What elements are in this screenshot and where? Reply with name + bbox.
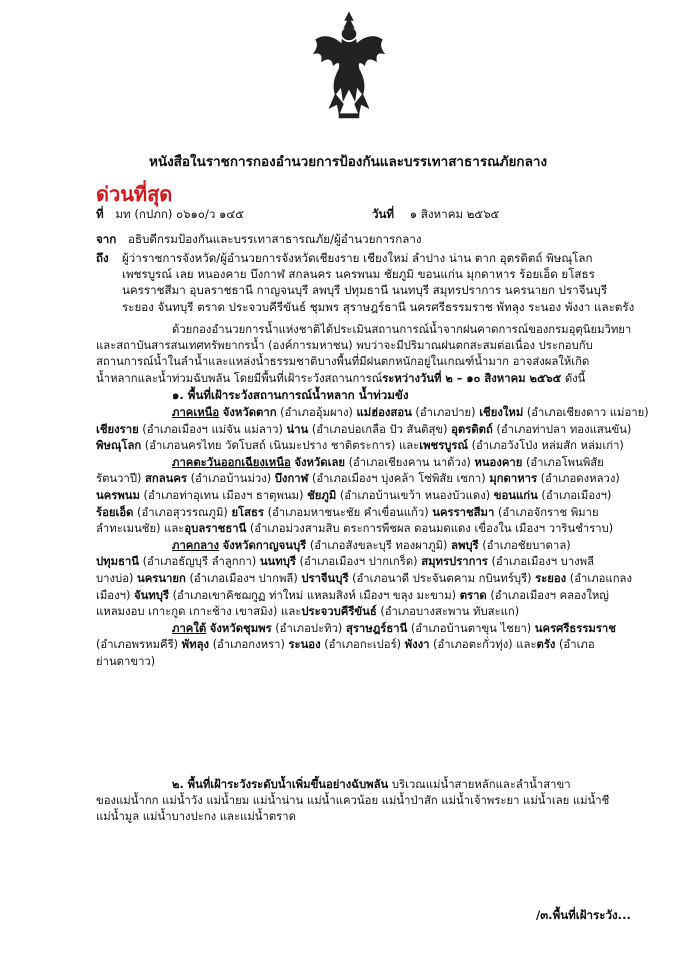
region-line <box>96 637 622 654</box>
to-line: ผู้ว่าราชการจังหวัด/ผู้อำนวยการจังหวัดเชียงราย เชียงใหม่ ลำปาง น่าน ตาก อุตรดิตถ์ พิษณุโลก <box>122 251 593 265</box>
region-line <box>96 471 622 488</box>
district-text: (อำเภอเมืองฯ ปากเกร็ด) <box>295 555 422 569</box>
province-name: ตราด <box>459 588 487 602</box>
province-name: ระยอง <box>535 571 567 585</box>
province-name: นครศรีธรรมราช <box>534 621 616 635</box>
from-value: อธิบดีกรมป้องกันและบรรเทาสาธารณภัย/ผู้อำนวยการกลาง <box>128 232 422 246</box>
from-label: จาก <box>96 232 117 246</box>
district-text: (อำเภอเมืองฯ) <box>537 488 612 502</box>
province-name: เพชรบูรณ์ <box>419 439 468 453</box>
region-line <box>96 505 622 522</box>
region-line <box>96 571 632 588</box>
region-line <box>96 521 622 538</box>
province-name: พังงา <box>404 638 430 652</box>
province-name: จันทบุรี <box>133 588 169 602</box>
region-line <box>96 438 622 455</box>
district-text: (อำเภอเชียงดาว แม่อาย) <box>523 406 649 419</box>
district-text: เมืองฯ) <box>96 588 134 602</box>
district-text: (อำเภอพรหมคีรี) <box>96 638 182 652</box>
intro-text: น้ำหลากและน้ำท่วมฉับพลัน โดยมีพื้นที่เฝ้าระวังสถานการณ์ <box>96 371 383 385</box>
region-line <box>96 654 622 671</box>
district-text: (อำเภอนาดี ประจันตคาม กบินทร์บุรี) <box>348 571 536 585</box>
district-text: (อำเภอปะทิว) <box>271 621 346 635</box>
section-2-heading: ๒. พื้นที่เฝ้าระวังระดับน้ำเพิ่มขึ้นอย่างฉับพลัน <box>172 778 389 791</box>
to-label: ถึง <box>96 251 109 265</box>
district-text: (อำเภอ <box>555 638 595 652</box>
district-text: (อำเภอท่าปลา ทองแสนขัน) <box>492 422 632 436</box>
district-text: บางบ่อ) <box>96 571 137 585</box>
date-value: ๑ สิงหาคม ๒๕๖๕ <box>409 207 500 221</box>
to-line: เพชรบูรณ์ เลย หนองคาย บึงกาฬ สกลนคร นครพนม ชัยภูมิ ขอนแก่น มุกดาหาร ร้อยเอ็ด ยโสธร <box>122 267 595 282</box>
section-2-line: แม่น้ำมูล แม่น้ำบางปะกง และแม่น้ำตราด <box>96 810 296 824</box>
district-text: (อำเภอวังโป่ง หล่มสัก หล่มเก่า) <box>467 439 624 453</box>
district-text: (อำเภอนครไทย วัดโบสถ์ เนินมะปราง ชาติตระการ) และ <box>141 439 420 453</box>
ref-label: ที่ <box>96 207 104 221</box>
region-line <box>96 621 622 638</box>
province-name: แม่ฮ่องสอน <box>356 406 412 419</box>
province-name: ยโสธร <box>231 505 264 519</box>
district-text: (อำเภอเมืองฯ แม่จัน แม่ลาว) <box>138 422 287 436</box>
district-text: (อำเภอตะกั่วทุ่ง) และ <box>429 638 537 652</box>
province-name: จังหวัดกาญจนบุรี <box>222 538 307 552</box>
district-text: รัตนวาปี) <box>96 472 145 486</box>
province-name: พิษณุโลก <box>96 439 142 453</box>
province-name: หนองคาย <box>474 455 523 469</box>
district-text: (อำเภอบ้านตาขุน ไชยา) <box>407 621 535 635</box>
province-name: มุกดาหาร <box>489 472 538 486</box>
district-text: (อำเภอจักราช พิมาย <box>494 505 599 519</box>
region-heading: ภาคกลาง <box>172 538 219 552</box>
regions-block <box>96 405 649 671</box>
intro-paragraph <box>96 322 632 387</box>
region-line <box>96 455 622 472</box>
reference-line <box>96 206 244 222</box>
intro-line-last <box>96 371 622 387</box>
province-name: นครนายก <box>136 571 186 585</box>
province-name: ร้อยเอ็ด <box>96 505 134 519</box>
district-text: ย่านตาขาว) <box>96 654 156 668</box>
province-name: สกลนคร <box>144 472 187 486</box>
district-text: (อำเภอท่าอุเทน เมืองฯ ธาตุพนม) <box>139 488 308 502</box>
district-text: (อำเภอสังขละบุรี ทองผาภูมิ) <box>306 538 452 552</box>
intro-line: และสถาบันสารสนเทศทรัพยากรน้ำ (องค์การมหาชน) พบว่าจะมีปริมาณฝนตกสะสมต่อเนื่อง ประกอบกับ <box>96 339 593 353</box>
region-heading: ภาคตะวันออกเฉียงเหนือ <box>172 455 291 469</box>
document-title: หนังสือในราชการกองอำนวยการป้องกันและบรรเทาสาธารณภัยกลาง <box>148 154 548 170</box>
to-line: ระยอง จันทบุรี ตราด ประจวบคีรีขันธ์ ชุมพร สุราษฎร์ธานี นครศรีธรรมราช พัทลุง ระนอง พังงา และตรัง <box>122 299 635 314</box>
section-2-line: ของแม่น้ำกก แม่น้ำวัง แม่น้ำยม แม่น้ำน่าน แม่น้ำแควน้อย แม่น้ำป่าสัก แม่น้ำเจ้าพระยา แม่น้ำเลย แม่น้ำชี <box>96 794 610 808</box>
district-text: (อำเภอธัญบุรี ลำลูกกา) <box>139 555 260 569</box>
province-name: เชียงใหม่ <box>479 406 524 419</box>
region-line <box>96 405 649 422</box>
district-text: (อำเภอเมืองฯ ปากพลี) <box>185 571 302 585</box>
province-name: ปราจีนบุรี <box>301 571 349 585</box>
province-name: อุตรดิตถ์ <box>451 422 493 436</box>
province-name: นครพนม <box>96 488 140 502</box>
region-line <box>96 604 622 621</box>
province-name: เชียงราย <box>96 422 139 436</box>
urgency-label: ด่วนที่สุด <box>96 182 173 206</box>
province-name: ลพบุรี <box>451 538 479 552</box>
district-text: (อำเภอมหาชนะชัย คำเขื่อนแก้ว) <box>263 505 433 519</box>
province-name: พัทลุง <box>181 638 210 652</box>
district-text: (อำเภอเมืองฯ คลองใหญ่ <box>486 588 609 602</box>
province-name: บึงกาฬ <box>274 472 309 486</box>
province-name: นนทบุรี <box>259 555 296 569</box>
region-heading: ภาคเหนือ <box>172 406 220 419</box>
province-name: น่าน <box>286 422 309 436</box>
district-text: (อำเภออุ้มผาง) <box>276 406 357 419</box>
region-line <box>96 554 622 571</box>
district-text: (อำเภอบ้านม่วง) <box>187 472 275 486</box>
date-line <box>372 206 499 222</box>
district-text: (อำเภอกงหรา) <box>209 638 289 652</box>
district-text: แหลมงอบ เกาะกูด เกาะช้าง เขาสมิง) และ <box>96 605 302 619</box>
intro-period: ระหว่างวันที่ ๒ – ๑๐ สิงหาคม ๒๕๖๕ <box>382 371 562 385</box>
province-name: จังหวัดชุมพร <box>209 621 272 635</box>
to-recipients <box>122 250 635 315</box>
district-text: (อำเภอบางสะพาน ทับสะแก) <box>376 605 520 619</box>
district-text: (อำเภอเมืองฯ บุ่งคล้า โซ่พิสัย เซกา) <box>308 472 490 486</box>
province-name: จังหวัดเลย <box>294 455 345 469</box>
intro-text-end: ดังนี้ <box>561 371 586 385</box>
province-name: ปทุมธานี <box>96 555 140 569</box>
ref-value: มท (กปภก) ๐๖๑๐/ว ๑๔๕ <box>115 207 244 221</box>
province-name: ประจวบคีรีขันธ์ <box>301 605 377 619</box>
district-text: (อำเภอโพนพิสัย <box>522 455 604 469</box>
province-name: สุราษฎร์ธานี <box>345 621 408 635</box>
section-2-text: บริเวณแม่น้ำสายหลักและลำน้ำสาขา <box>388 778 571 791</box>
province-name: นครราชสีมา <box>432 505 495 519</box>
district-text: (อำเภอเชียงคาน นาด้วง) <box>345 455 475 469</box>
section-2-first-line <box>96 777 622 793</box>
district-text: (อำเภอดงหลวง) <box>537 472 620 486</box>
region-line <box>96 422 632 439</box>
section-1-heading: ๑. พื้นที่เฝ้าระวังสถานการณ์น้ำหลาก น้ำท่วมขัง <box>172 388 409 402</box>
region-line <box>96 538 622 555</box>
date-label: วันที่ <box>372 207 395 221</box>
province-name: สมุทรปราการ <box>421 555 488 569</box>
continuation-note: /๓.พื้นที่เฝ้าระวัง... <box>536 908 631 922</box>
intro-line: ด้วยกองอำนวยการน้ำแห่งชาติได้ประเมินสถานการณ์น้ำจากฝนคาดการณ์ของกรมอุตุนิยมวิทยา <box>172 323 632 336</box>
section-2 <box>96 777 622 826</box>
district-text: (อำเภอชัยบาดาล) <box>478 538 571 552</box>
from-line <box>96 231 422 247</box>
district-text: (อำเภอบ้านเขว้า หนองบัวแดง) <box>336 488 494 502</box>
district-text: (อำเภอบ่อเกลือ ปัว สันติสุข) <box>308 422 452 436</box>
province-name: จังหวัดตาก <box>222 406 277 419</box>
province-name: อุบลราชธานี <box>184 522 247 536</box>
district-text: (อำเภอสุวรรณภูมิ) <box>133 505 232 519</box>
province-name: ตรัง <box>536 638 556 652</box>
province-name: ขอนแก่น <box>493 488 538 502</box>
intro-line: สถานการณ์น้ำในลำน้ำและแหล่งน้ำธรรมชาติบางพื้นที่มีฝนตกหนักอยู่ในเกณฑ์น้ำมาก อาจส่งผลให้เกิด <box>96 355 590 369</box>
region-line <box>96 588 622 605</box>
district-text: (อำเภอปาย) <box>411 406 480 419</box>
region-heading: ภาคใต้ <box>172 621 207 635</box>
to-line: นครราชสีมา อุบลราชธานี กาญจนบุรี ลพบุรี ปทุมธานี นนทบุรี สมุทรปราการ นครนายก ปราจีนบุรี <box>122 283 608 298</box>
district-text: ลำทะเมนชัย) และ <box>96 522 185 536</box>
district-text: (อำเภอแกลง <box>566 571 632 585</box>
province-name: ระนอง <box>288 638 321 652</box>
garuda-emblem-icon <box>310 10 388 128</box>
district-text: (อำเภอกะเปอร์) <box>320 638 405 652</box>
region-line <box>96 488 622 505</box>
district-text: (อำเภอเมืองฯ บางพลี <box>487 555 595 569</box>
district-text: (อำเภอม่วงสามสิบ ตระการพืชผล ดอนมดแดง เขื่องใน เมืองฯ วารินชำราบ) <box>246 522 614 536</box>
district-text: (อำเภอเขาคิชฌกูฏ ท่าใหม่ แหลมสิงห์ เมืองฯ ขลุง มะขาม) <box>168 588 460 602</box>
province-name: ชัยภูมิ <box>307 488 337 502</box>
